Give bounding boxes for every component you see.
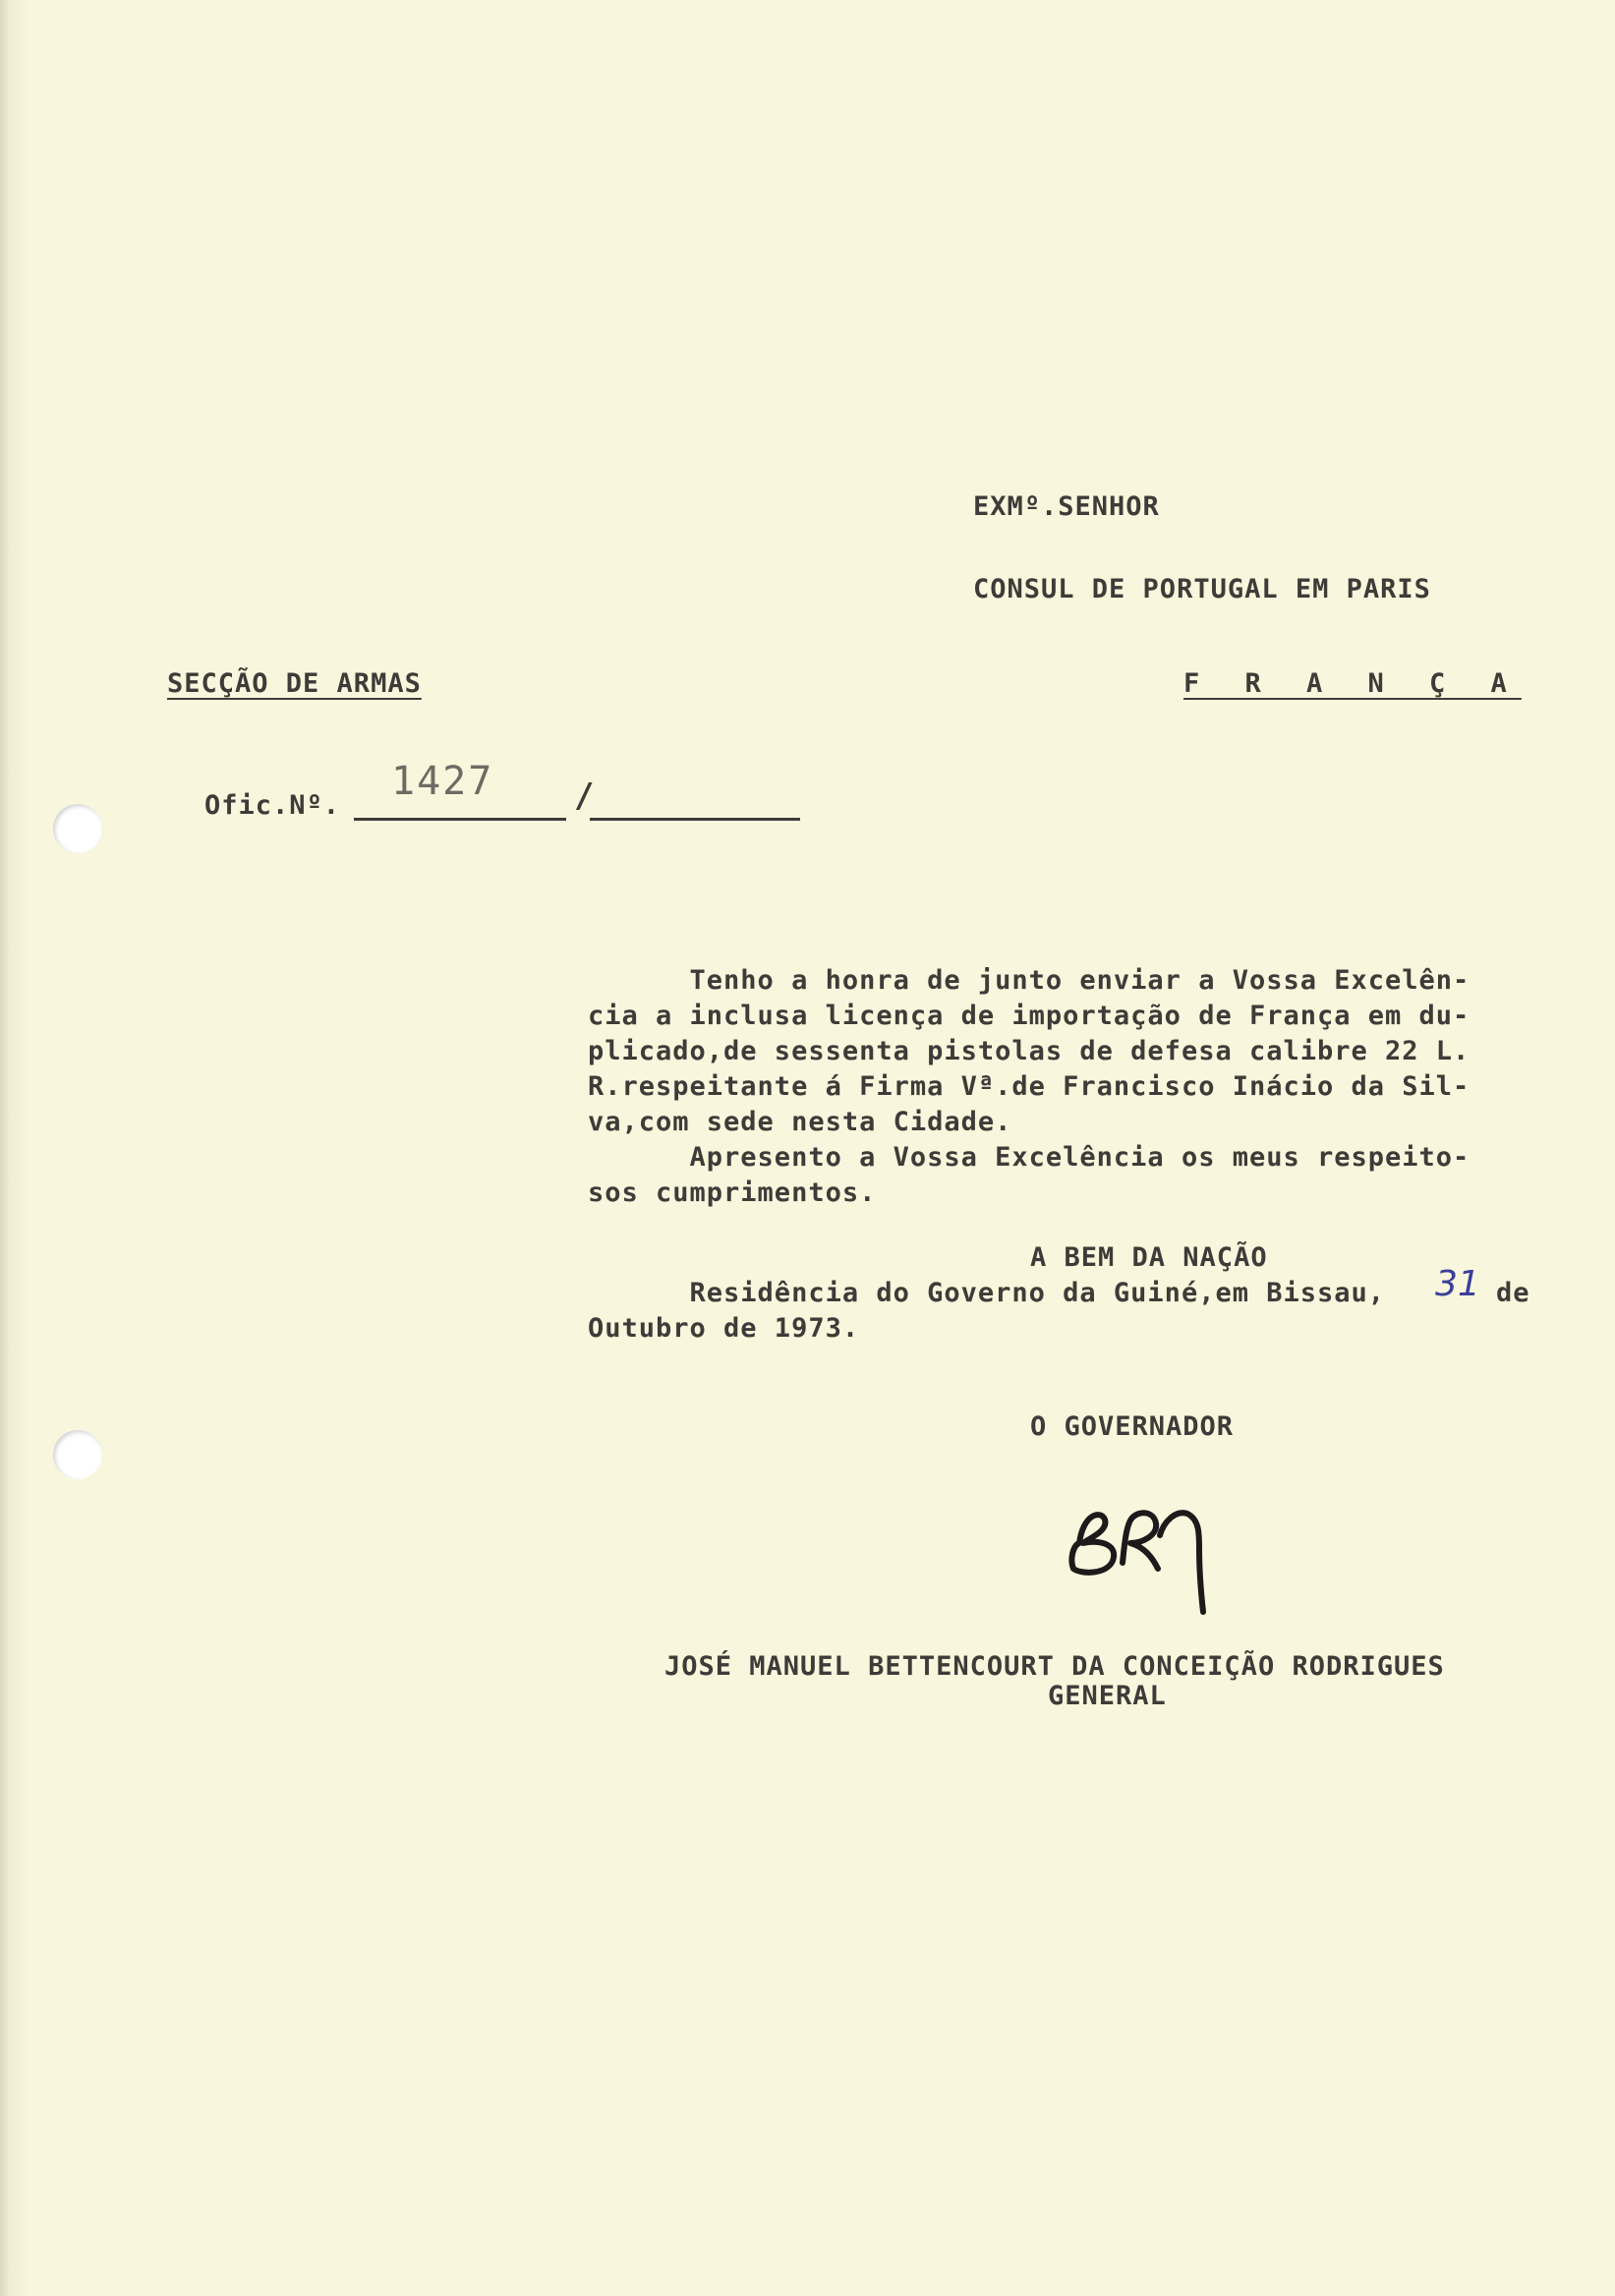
body-line: cia a inclusa licença de importação de França em du-: [588, 1001, 1471, 1031]
closing-motto: A BEM DA NAÇÃO: [1030, 1242, 1268, 1273]
signatory-rank: GENERAL: [1048, 1681, 1167, 1711]
signatory-title: O GOVERNADOR: [1030, 1411, 1235, 1442]
signatory-name: JOSÉ MANUEL BETTENCOURT DA CONCEIÇÃO RODRIGUES: [664, 1651, 1445, 1682]
body-line: va,com sede nesta Cidade.: [588, 1107, 1012, 1137]
salutation: EXMº.SENHOR: [973, 491, 1160, 522]
handwritten-day: 31: [1435, 1264, 1480, 1304]
body-line: sos cumprimentos.: [588, 1177, 877, 1208]
section-heading: SECÇÃO DE ARMAS: [167, 668, 422, 699]
office-ref-line-1: [354, 818, 566, 821]
punch-hole-top: [53, 804, 102, 853]
recipient-country: F R A N Ç A: [1183, 668, 1522, 699]
closing-place-suffix: de: [1496, 1278, 1530, 1308]
office-ref-number: 1427: [391, 759, 494, 804]
closing-date-line: Outubro de 1973.: [588, 1313, 860, 1344]
body-line: plicado,de sessenta pistolas de defesa calibre 22 L.: [588, 1036, 1471, 1066]
recipient: CONSUL DE PORTUGAL EM PARIS: [973, 574, 1431, 604]
body-line: Tenho a honra de junto enviar a Vossa Excelên-: [588, 965, 1471, 996]
office-ref-slash: /: [574, 776, 595, 816]
closing-place-line: Residência do Governo da Guiné,em Bissau,: [588, 1278, 1386, 1308]
signature: [1062, 1474, 1239, 1622]
body-line: Apresento a Vossa Excelência os meus respeito-: [588, 1142, 1471, 1173]
paper-edge: [0, 0, 29, 2296]
punch-hole-bottom: [53, 1430, 102, 1479]
office-ref-label: Ofic.Nº.: [204, 790, 341, 821]
office-ref-line-2: [590, 818, 800, 821]
body-line: R.respeitante á Firma Vª.de Francisco Inácio da Sil-: [588, 1071, 1471, 1102]
